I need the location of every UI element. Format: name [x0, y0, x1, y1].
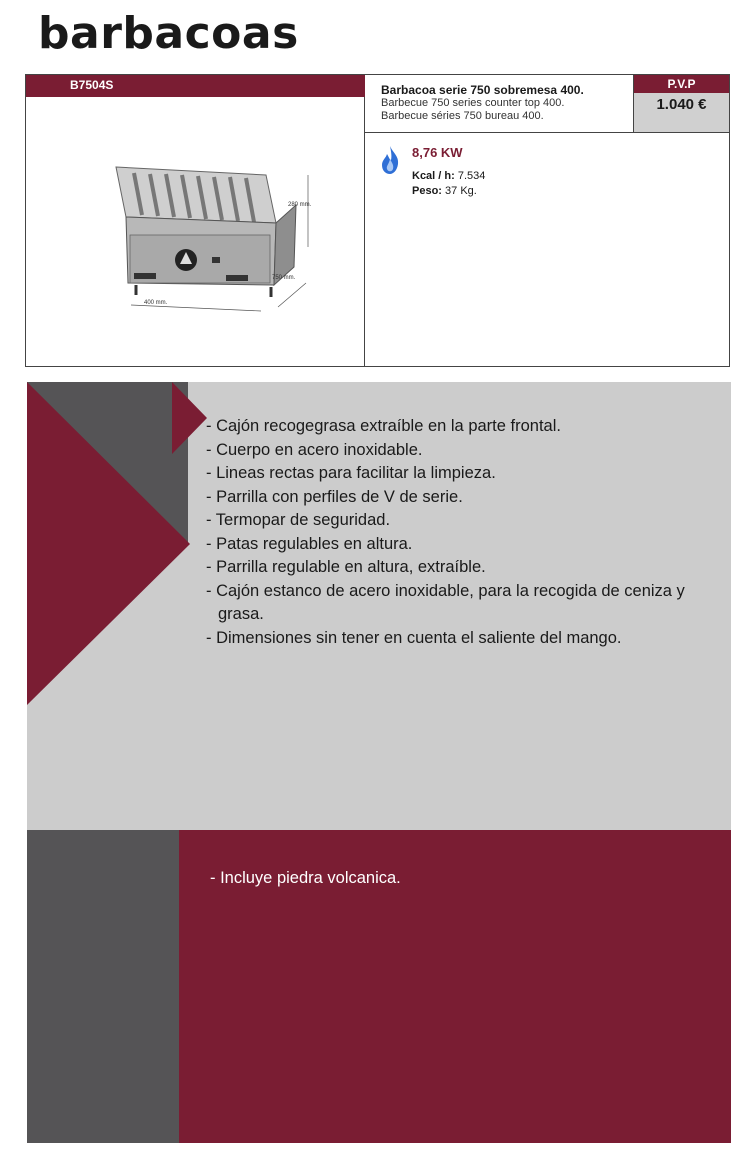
kcal-row [412, 170, 485, 182]
kcal-value: 7.534 [457, 170, 486, 182]
weight-label: Peso: [412, 185, 442, 197]
extras-note: - Incluye piedra volcanica. [210, 869, 401, 887]
weight-row [412, 185, 477, 197]
weight-value: 37 Kg. [445, 185, 477, 197]
features-panel [27, 382, 731, 830]
dimension-height: 280 mm. [288, 202, 312, 208]
description-fr: Barbecue séries 750 bureau 400. [381, 110, 544, 122]
product-code: B7504S [26, 75, 365, 97]
barbecue-product-image [56, 135, 336, 345]
product-description [365, 75, 633, 133]
description-es: Barbacoa serie 750 sobremesa 400. [381, 83, 584, 97]
feature-item: - Cuerpo en acero inoxidable. [206, 440, 423, 459]
feature-item: - Cajón estanco de acero inoxidable, para la recogida de ceniza y grasa. [206, 581, 685, 623]
description-en: Barbecue 750 series counter top 400. [381, 97, 565, 109]
feature-item: - Parrilla con perfiles de V de serie. [206, 487, 463, 506]
product-card [25, 74, 730, 367]
extras-side-block [27, 830, 179, 1143]
price-box [633, 75, 729, 133]
page-title: barbacoas [38, 8, 299, 59]
product-image-panel [26, 75, 365, 366]
dimension-width: 400 mm. [144, 300, 168, 306]
feature-item: - Termopar de seguridad. [206, 511, 391, 529]
kcal-label: Kcal / h: [412, 170, 455, 182]
feature-item: - Dimensiones sin tener en cuenta el saliente del mango. [206, 628, 622, 647]
power-output: 8,76 KW [412, 145, 463, 160]
feature-item: - Lineas rectas para facilitar la limpieza. [206, 464, 496, 482]
extras-panel [27, 830, 731, 1143]
feature-item: - Patas regulables en altura. [206, 534, 413, 553]
price-label: P.V.P [634, 75, 729, 93]
gas-flame-icon [379, 145, 401, 175]
specs [379, 145, 719, 205]
feature-item: - Cajón recogegrasa extraíble en la parte frontal. [206, 417, 561, 435]
features-list [206, 415, 726, 650]
dimension-depth: 750 mm. [272, 275, 296, 281]
feature-item: - Parrilla regulable en altura, extraíble. [206, 558, 486, 576]
product-info-panel [365, 75, 729, 366]
price-value: 1.040 € [656, 96, 707, 113]
